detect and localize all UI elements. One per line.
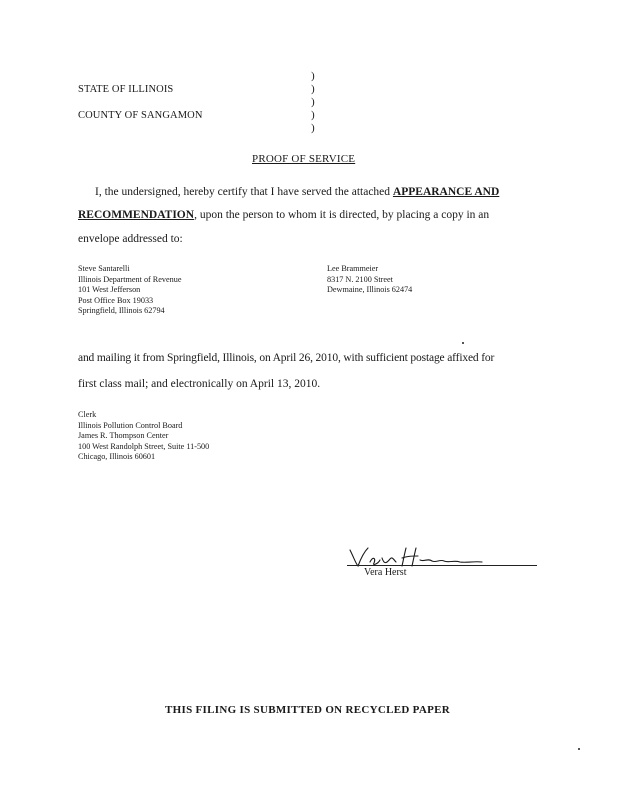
address-line: Post Office Box 19033	[78, 295, 154, 305]
county-caption: COUNTY OF SANGAMON	[78, 110, 203, 121]
address-line: Illinois Pollution Control Board	[78, 420, 183, 430]
address-line: Springfield, Illinois 62794	[78, 306, 165, 315]
certify-line-3: envelope addressed to:	[78, 233, 183, 245]
address-line: Illinois Department of Revenue	[78, 274, 182, 284]
certify-line-2	[78, 209, 489, 221]
address-line: 101 West Jefferson	[78, 285, 141, 294]
document-title-part2: RECOMMENDATION	[78, 209, 195, 221]
state-caption: STATE OF ILLINOIS	[78, 84, 174, 95]
recipient-address-2	[327, 264, 412, 296]
caption-brackets	[311, 70, 315, 135]
signer-name: Vera Herst	[364, 567, 407, 578]
certify-line-1	[95, 186, 499, 198]
recycled-paper-footer: THIS FILING IS SUBMITTED ON RECYCLED PAPER	[165, 704, 450, 716]
address-line: Clerk	[78, 410, 97, 419]
address-line: Steve Santarelli	[78, 264, 130, 273]
scan-speck	[578, 748, 580, 750]
address-line: Chicago, Illinois 60601	[78, 452, 156, 461]
caption-paren: )	[311, 109, 315, 121]
address-line: Dewmaine, Illinois 62474	[327, 285, 413, 294]
document-title-part1: APPEARANCE AND	[392, 186, 500, 198]
caption-paren: )	[311, 83, 315, 95]
caption-paren: )	[311, 70, 315, 82]
recipient-address-1	[78, 264, 181, 317]
signature-line	[347, 565, 537, 566]
caption-paren: )	[311, 122, 315, 134]
mailing-line-1: and mailing it from Springfield, Illinois, on April 26, 2010, with sufficient postage affixed for	[78, 352, 495, 364]
page-title: PROOF OF SERVICE	[252, 153, 356, 165]
caption-paren: )	[311, 96, 315, 108]
certify-text: I, the undersigned, hereby certify that I have served the attached	[95, 186, 393, 198]
scan-speck	[462, 342, 464, 344]
address-line: Lee Brammeier	[327, 264, 379, 273]
certify-text: , upon the person to whom it is directed, by placing a copy in an	[194, 209, 490, 221]
address-line: 100 West Randolph Street, Suite 11-500	[78, 441, 210, 451]
clerk-address	[78, 410, 209, 463]
address-line: James R. Thompson Center	[78, 431, 169, 440]
mailing-line-2: first class mail; and electronically on April 13, 2010.	[78, 378, 321, 390]
address-line: 8317 N. 2100 Street	[327, 274, 393, 284]
